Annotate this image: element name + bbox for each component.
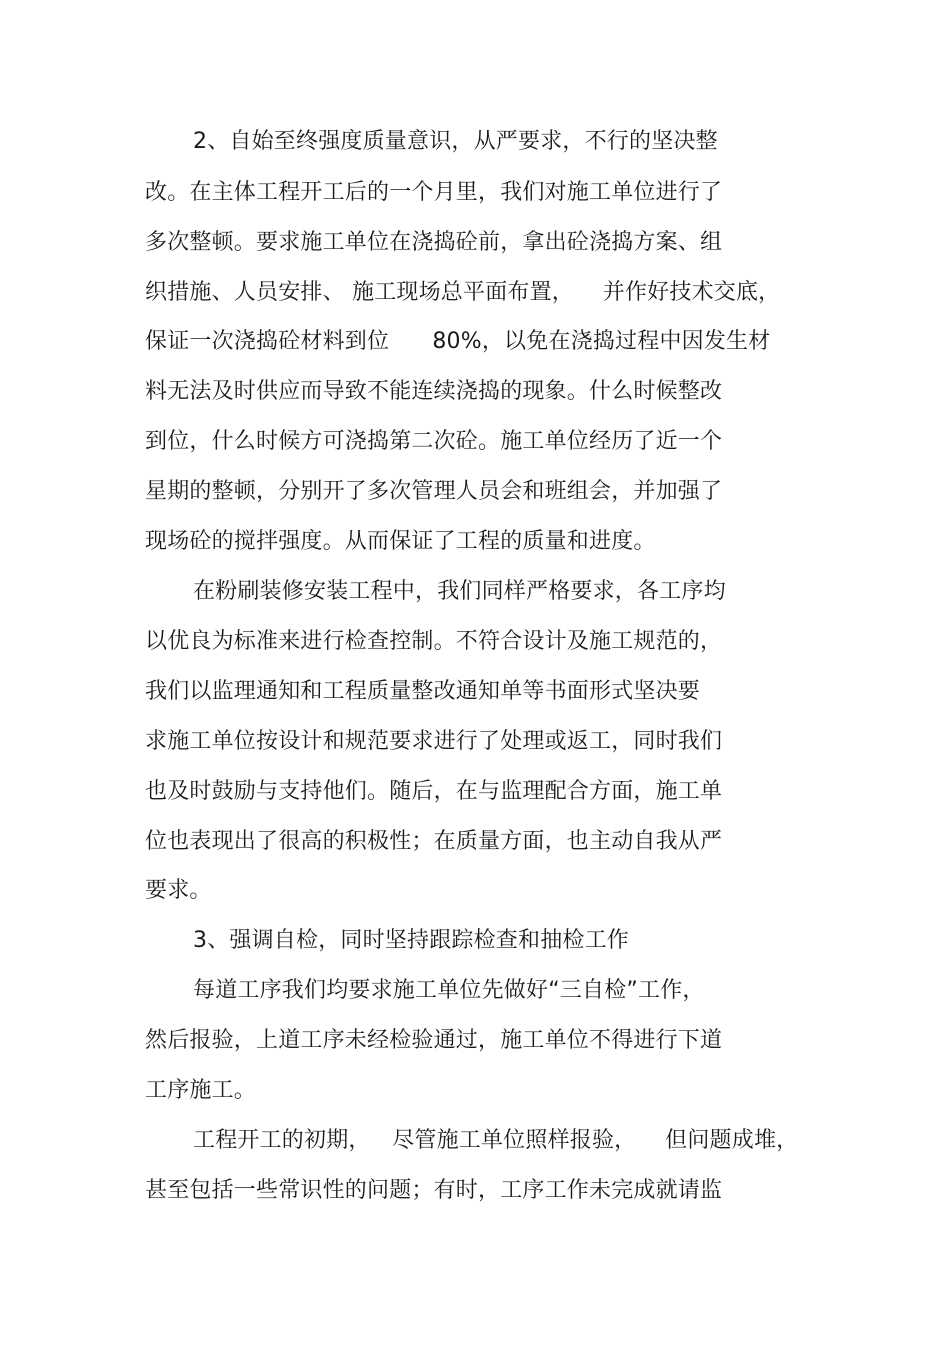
paragraph-line: 料无法及时供应而导致不能连续浇捣的现象。什么时候整改 <box>145 379 723 404</box>
paragraph-line: 织措施、人员安排、 施工现场总平面布置， 并作好技术交底， <box>145 280 781 305</box>
paragraph-line: 位也表现出了很高的积极性；在质量方面，也主动自我从严 <box>145 829 723 854</box>
paragraph-line: 保证一次浇捣砼材料到位 80%，以免在浇捣过程中因发生材 <box>145 329 771 354</box>
paragraph-line: 在粉刷装修安装工程中，我们同样严格要求，各工序均 <box>193 579 726 604</box>
paragraph-line: 要求。 <box>145 878 212 903</box>
paragraph-line: 每道工序我们均要求施工单位先做好“三自检”工作， <box>193 978 705 1003</box>
paragraph-line: 工程开工的初期， 尽管施工单位照样报验， 但问题成堆， <box>193 1128 799 1153</box>
section-heading: 3、强调自检，同时坚持跟踪检查和抽检工作 <box>193 928 629 953</box>
paragraph-line: 以优良为标准来进行检查控制。不符合设计及施工规范的， <box>145 629 723 654</box>
paragraph-line: 然后报验，上道工序未经检验通过，施工单位不得进行下道 <box>145 1028 723 1053</box>
paragraph-line: 2、自始至终强度质量意识，从严要求，不行的坚决整 <box>193 129 718 154</box>
paragraph-line: 甚至包括一些常识性的问题；有时，工序工作未完成就请监 <box>145 1178 723 1203</box>
paragraph-line: 工序施工。 <box>145 1078 257 1103</box>
paragraph-line: 我们以监理通知和工程质量整改通知单等书面形式坚决要 <box>145 679 701 704</box>
paragraph-line: 星期的整顿，分别开了多次管理人员会和班组会，并加强了 <box>145 479 723 504</box>
paragraph-line: 也及时鼓励与支持他们。随后，在与监理配合方面，施工单 <box>145 779 723 804</box>
paragraph-line: 多次整顿。要求施工单位在浇捣砼前，拿出砼浇捣方案、组 <box>145 230 723 255</box>
paragraph-line: 到位，什么时候方可浇捣第二次砼。施工单位经历了近一个 <box>145 429 723 454</box>
paragraph-line: 现场砼的搅拌强度。从而保证了工程的质量和进度。 <box>145 529 656 554</box>
paragraph-line: 改。在主体工程开工后的一个月里，我们对施工单位进行了 <box>145 180 723 205</box>
paragraph-line: 求施工单位按设计和规范要求进行了处理或返工，同时我们 <box>145 729 723 754</box>
